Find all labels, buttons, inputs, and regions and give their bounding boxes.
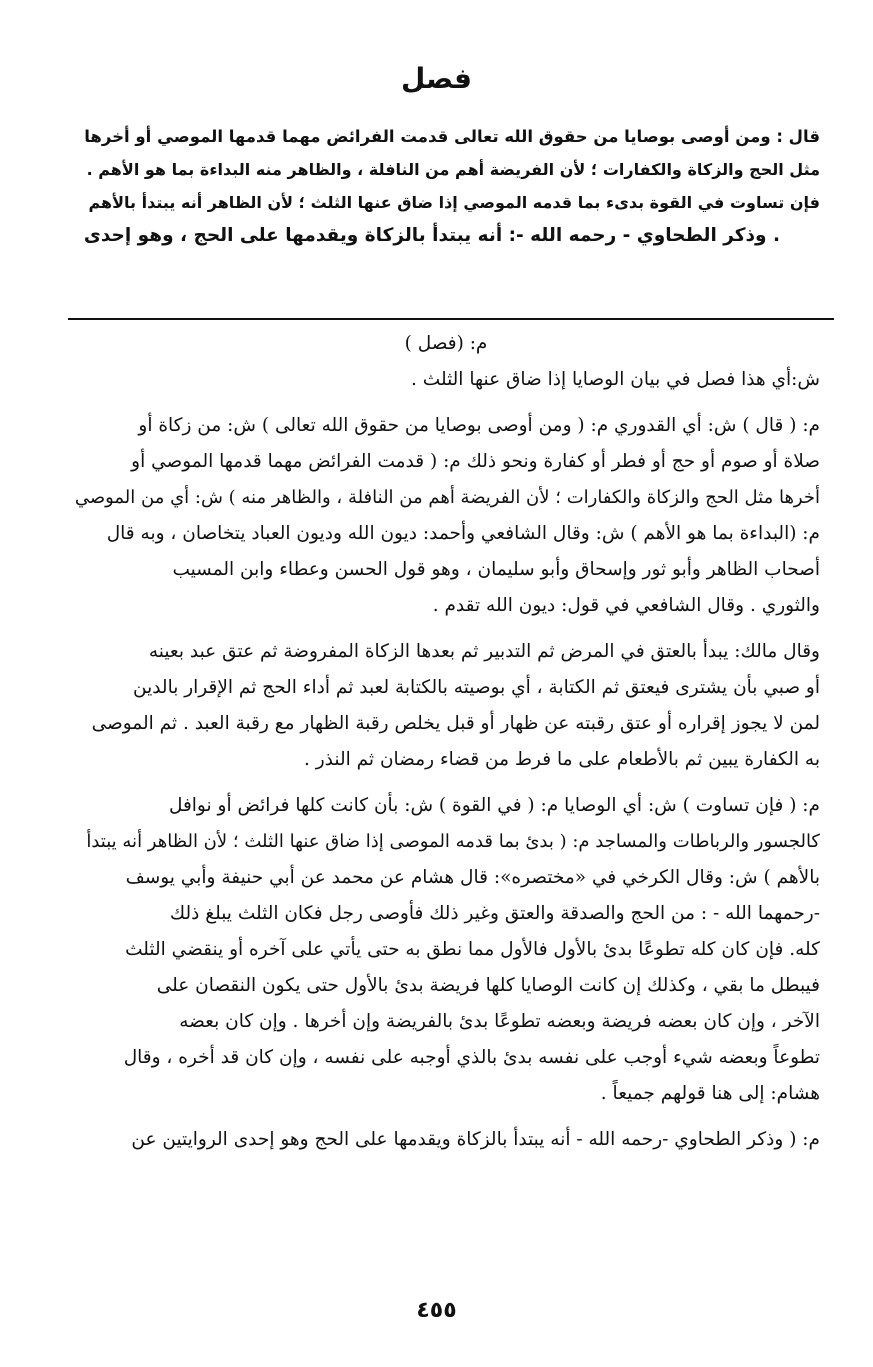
commentary-line: بالأهم ) ش: وقال الكرخي في «مختصره»: قال هشام عن محمد عن أبي حنيفة وأبي يوسف xyxy=(125,867,820,888)
commentary-line: م: ( وذكر الطحاوي -رحمه الله - أنه يبتدأ بالزكاة ويقدمها على الحج وهو إحدى الروايتين عن xyxy=(131,1129,820,1150)
commentary-line: الآخر ، وإن كان بعضه فريضة وبعضه تطوعًا بدئ بالفريضة وإن أخرها . وإن كان بعضه xyxy=(179,1011,820,1032)
commentary-line: وقال مالك: يبدأ بالعتق في المرض ثم التدبير ثم بعدها الزكاة المفروضة ثم عتق عبد بعينه xyxy=(148,641,820,662)
divider-rule xyxy=(68,318,834,320)
commentary-line: م: ( قال ) ش: أي القدوري م: ( ومن أوصى بوصايا من حقوق الله تعالى ) ش: من زكاة أو xyxy=(138,415,820,436)
chapter-title: فصل xyxy=(401,62,472,95)
commentary-line: ش:أي هذا فصل في بيان الوصايا إذا ضاق عنها الثلث . xyxy=(411,369,820,390)
commentary-line: كالجسور والرباطات والمساجد م: ( بدئ بما قدمه الموصى إذا ضاق عنها الثلث ؛ لأن الظاهر أنه يبتدأ xyxy=(86,831,820,852)
main-text xyxy=(78,120,820,252)
main-text-line: قال : ومن أوصى بوصايا من حقوق الله تعالى قدمت الفرائض مهما قدمها الموصي أو أخرها xyxy=(84,127,820,146)
commentary-line: م: ( فإن تساوت ) ش: أي الوصايا م: ( في القوة ) ش: بأن كانت كلها فرائض أو نوافل xyxy=(168,795,820,816)
commentary-line: أو صبي بأن يشترى فيعتق ثم الكتابة ، أي بوصيته بالكتابة لعبد ثم أداء الحج ثم الإقرار بالدين xyxy=(132,677,820,698)
main-text-line: مثل الحج والزكاة والكفارات ؛ لأن الفريضة أهم من النافلة ، والظاهر منه البداءة بما هو الأهم . xyxy=(86,160,820,179)
commentary-line: تطوعاً وبعضه شيء أوجب على نفسه بدئ بالذي أوجبه على نفسه ، وإن كان قد أخره ، وقال xyxy=(123,1047,820,1068)
commentary-line: أخرها مثل الحج والزكاة والكفارات ؛ لأن الفريضة أهم من النافلة ، والظاهر منه ) ش: أي من الموصي xyxy=(74,487,820,508)
commentary-line: صلاة أو صوم أو حج أو فطر أو كفارة ونحو ذلك م: ( قدمت الفرائض مهما قدمها الموصي أو xyxy=(131,451,820,472)
commentary-line: -رحمهما الله - : من الحج والصدقة والعتق وغير ذلك فأوصى رجل فكان الثلث يبلغ ذلك xyxy=(169,903,820,924)
commentary-line: والثوري . وقال الشافعي في قول: ديون الله تقدم . xyxy=(432,595,820,616)
commentary-line: هشام: إلى هنا قولهم جميعاً . xyxy=(600,1083,820,1104)
main-text-line: فإن تساوت في القوة بدىء بما قدمه الموصي إذا ضاق عنها الثلث ؛ لأن الظاهر أنه يبتدأ بالأهم xyxy=(88,193,820,212)
page-number: ٤٥٥ xyxy=(416,1298,457,1323)
commentary-line: أصحاب الظاهر وأبو ثور وإسحاق وأبو سليمان ، وهو قول الحسن وعطاء وابن المسيب xyxy=(172,559,820,580)
commentary-text xyxy=(72,326,820,1158)
commentary-line: فيبطل ما بقي ، وكذلك إن كانت الوصايا كلها فريضة بدئ بالأول حتى يكون النقصان على xyxy=(156,975,820,996)
commentary-heading: م: (فصل ) xyxy=(404,333,488,354)
commentary-line: كله. فإن كان كله تطوعًا بدئ بالأول فالأول مما نطق به حتى يأتي على آخره أو ينقضي الثلث xyxy=(125,939,820,960)
main-text-line: . وذكر الطحاوي - رحمه الله -: أنه يبتدأ بالزكاة ويقدمها على الحج ، وهو إحدى xyxy=(83,225,780,246)
commentary-line: م: (البداءة بما هو الأهم ) ش: وقال الشافعي وأحمد: ديون الله وديون العباد يتخاصان ، وبه قال xyxy=(106,523,820,544)
commentary-line: لمن لا يجوز إقراره أو عتق رقبته عن ظهار أو قبل يخلص رقبة الظهار مع رقبة العبد . ثم الموصى xyxy=(91,713,820,734)
commentary-line: به الكفارة يبين ثم بالأطعام على ما فرط من قضاء رمضان ثم النذر . xyxy=(303,749,820,770)
